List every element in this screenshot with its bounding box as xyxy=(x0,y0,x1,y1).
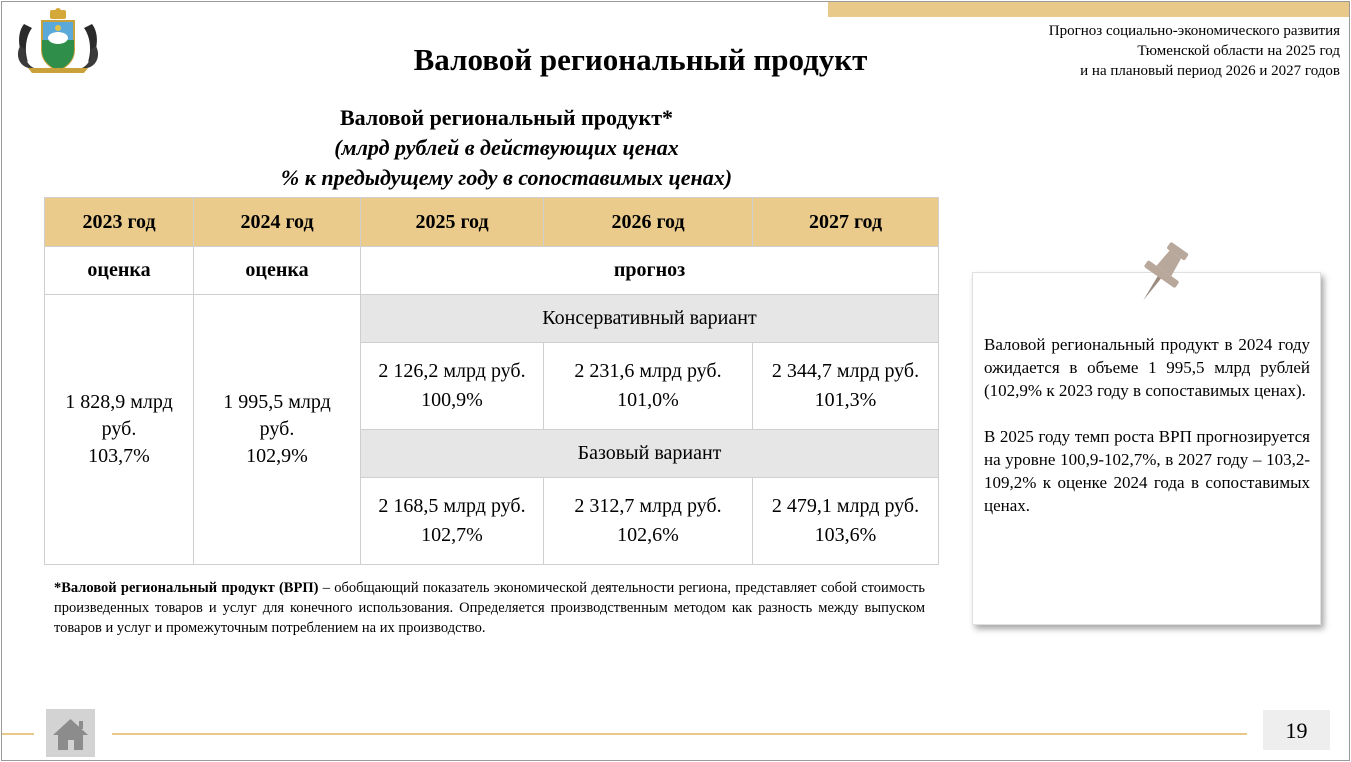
cell-value: 2 126,2 млрд руб. xyxy=(378,360,526,382)
value-2023-unit: руб. xyxy=(101,418,137,440)
cell-percent: 100,9% xyxy=(421,389,483,411)
subtitle-line: Прогноз социально-экономического развития xyxy=(1048,23,1340,39)
footer-divider xyxy=(112,733,1247,735)
cell-percent: 101,3% xyxy=(814,389,877,411)
cell-percent: 102,6% xyxy=(617,524,679,546)
footnote-term: *Валовой региональный продукт (ВРП) xyxy=(54,580,319,596)
cell-value: 2 312,7 млрд руб. xyxy=(574,495,722,517)
base-2025 xyxy=(361,478,544,565)
cell-percent: 103,6% xyxy=(814,524,877,546)
base-variant-label: Базовый вариант xyxy=(361,430,939,478)
cell-value: 2 344,7 млрд руб. xyxy=(771,360,920,382)
table-title-units: (млрд рублей в действующих ценах xyxy=(334,135,679,160)
note-paragraph: Валовой региональный продукт в 2024 году ожидается в объеме 1 995,5 млрд рублей (102,9% к 2023 году в сопоставимых ценах). xyxy=(984,335,1310,400)
header-year-2023: 2023 год xyxy=(45,198,194,247)
page-title: Валовой региональный продукт xyxy=(413,42,868,77)
cell-percent: 101,0% xyxy=(617,389,679,411)
cell-value: 2 479,1 млрд руб. xyxy=(771,495,920,517)
cell-2024 xyxy=(194,295,361,565)
cell-percent: 102,7% xyxy=(421,524,483,546)
table-title-units: % к предыдущему году в сопоставимых ценах) xyxy=(280,165,733,190)
footer-divider xyxy=(2,733,34,735)
percent-2023: 103,7% xyxy=(88,445,150,467)
header-year-2027: 2027 год xyxy=(753,198,939,247)
header-year-2026: 2026 год xyxy=(544,198,753,247)
note-paragraph: В 2025 году темп роста ВРП прогнозируется на уровне 100,9-102,7%, в 2027 году – 103,2-109,2% к оценке 2024 года в сопоставимых ценах. xyxy=(984,427,1310,515)
grp-table xyxy=(44,197,939,565)
note-text xyxy=(984,333,1310,540)
subtitle-line: Тюменской области на 2025 год xyxy=(1137,43,1340,59)
table-header-row xyxy=(45,198,939,247)
footnote xyxy=(54,578,925,638)
subtitle-line: и на плановый период 2026 и 2027 годов xyxy=(1080,63,1340,79)
conservative-2025 xyxy=(361,343,544,430)
header-year-2024: 2024 год xyxy=(194,198,361,247)
table-status-row xyxy=(45,247,939,295)
cell-value: 2 231,6 млрд руб. xyxy=(574,360,722,382)
table-title xyxy=(44,103,969,193)
page-number: 19 xyxy=(1263,710,1330,750)
base-2026 xyxy=(544,478,753,565)
value-2023: 1 828,9 млрд xyxy=(65,391,173,413)
conservative-2026 xyxy=(544,343,753,430)
status-2024: оценка xyxy=(194,247,361,295)
status-2023: оценка xyxy=(45,247,194,295)
cell-2023 xyxy=(45,295,194,565)
footnote-text: – обобщающий показатель экономической деятельности региона, представляет собой стоимость произведенных товаров и услуг для конечного использования. Определяется производственным методом как разность между выпуском товаров и услуг и промежуточным потреблением на их производство. xyxy=(54,580,925,636)
conservative-2027 xyxy=(753,343,939,430)
percent-2024: 102,9% xyxy=(246,445,308,467)
base-2027 xyxy=(753,478,939,565)
home-icon xyxy=(46,709,95,757)
note-card xyxy=(972,272,1321,625)
header-year-2025: 2025 год xyxy=(361,198,544,247)
pushpin-icon xyxy=(1128,240,1194,310)
table-row xyxy=(45,295,939,343)
home-button[interactable] xyxy=(46,709,95,757)
conservative-variant-label: Консервативный вариант xyxy=(361,295,939,343)
table-title-line: Валовой региональный продукт* xyxy=(340,105,673,130)
top-accent-bar xyxy=(828,2,1349,17)
value-2024: 1 995,5 млрд xyxy=(223,391,331,413)
status-forecast: прогноз xyxy=(361,247,939,295)
value-2024-unit: руб. xyxy=(259,418,295,440)
cell-value: 2 168,5 млрд руб. xyxy=(378,495,526,517)
